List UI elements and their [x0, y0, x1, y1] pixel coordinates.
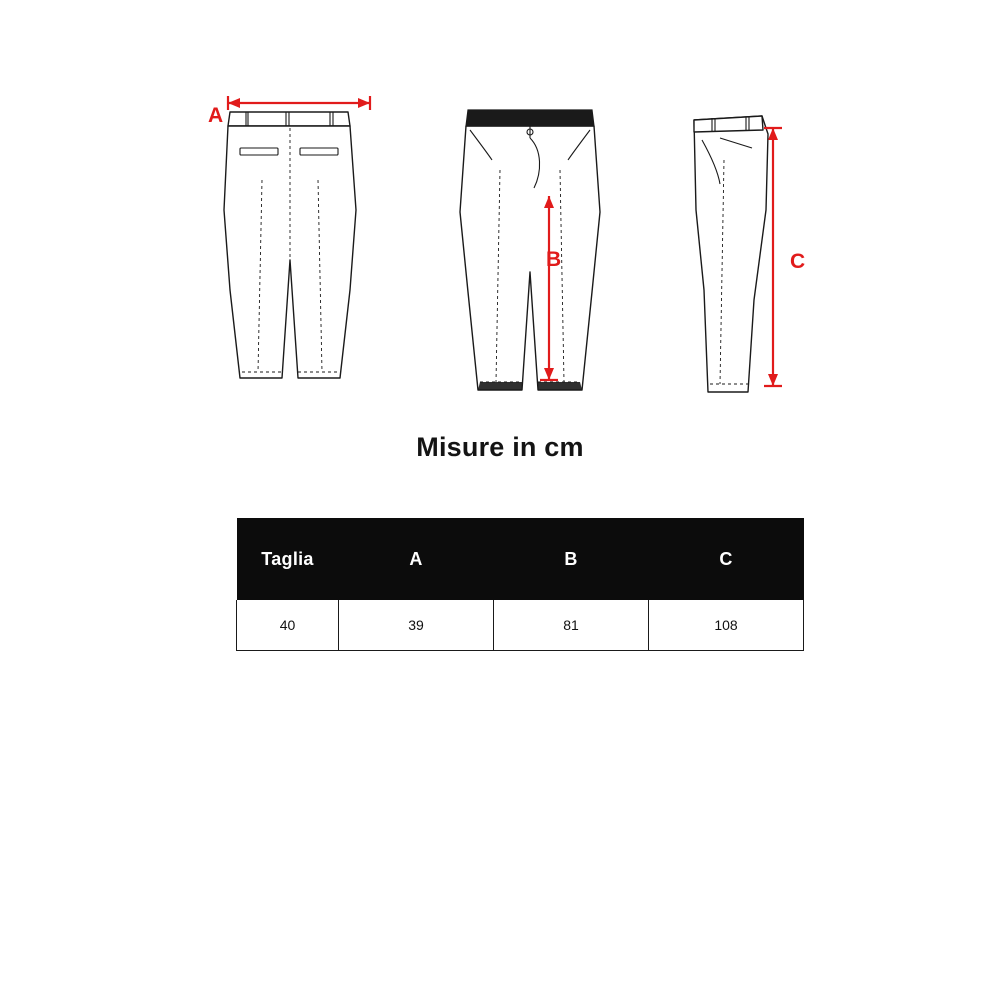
cell-taglia: 40	[237, 600, 339, 651]
dimension-arrow-c	[762, 118, 784, 398]
table-header-row	[237, 518, 804, 600]
size-table-container	[236, 518, 796, 651]
trousers-side-view	[660, 60, 820, 405]
header-c: C	[649, 518, 804, 600]
size-table-head	[237, 518, 804, 600]
header-taglia: Taglia	[237, 518, 339, 600]
trousers-front-view	[430, 60, 630, 405]
dimension-label-c: C	[790, 250, 806, 273]
header-a: A	[339, 518, 494, 600]
dimension-label-b: B	[546, 248, 562, 271]
garment-diagram	[0, 60, 1000, 420]
front-view-svg	[430, 60, 630, 400]
size-table	[236, 518, 804, 651]
cell-b: 81	[494, 600, 649, 651]
table-row	[237, 600, 804, 651]
side-view-svg	[660, 60, 820, 400]
size-table-body	[237, 600, 804, 651]
dimension-arrow-b	[538, 188, 560, 388]
dimension-arrow-a	[220, 92, 380, 114]
dimension-label-a: A	[208, 104, 224, 127]
diagram-title: Misure in cm	[416, 432, 584, 462]
cell-a: 39	[339, 600, 494, 651]
cell-c: 108	[649, 600, 804, 651]
header-b: B	[494, 518, 649, 600]
